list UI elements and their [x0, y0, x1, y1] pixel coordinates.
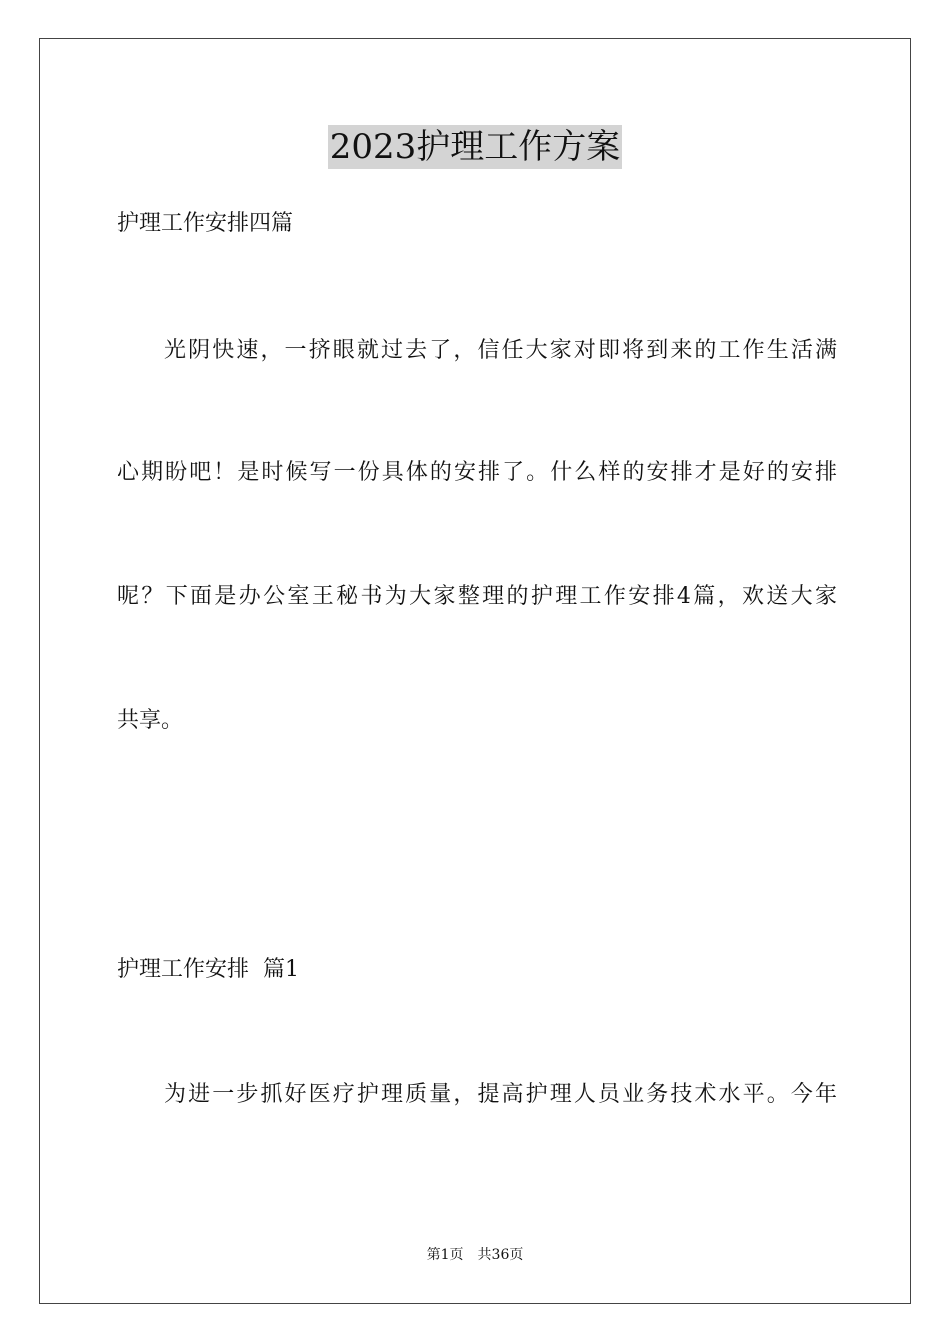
- intro-line-2: 心期盼吧！是时候写一份具体的安排了。什么样的安排才是好的安排: [117, 460, 837, 485]
- intro-line-4: 共享。: [117, 708, 184, 733]
- document-title: 2023护理工作方案: [329, 127, 621, 167]
- section-heading: 护理工作安排 篇1: [117, 957, 299, 982]
- intro-line-3: 呢？下面是办公室王秘书为大家整理的护理工作安排4篇，欢送大家: [117, 584, 837, 609]
- page-number-total: 共36页: [477, 1247, 524, 1263]
- document-subtitle: 护理工作安排四篇: [117, 211, 294, 236]
- page-footer: [0, 1245, 950, 1265]
- document-title-wrapper: [0, 125, 950, 169]
- section-paragraph-line-1: 为进一步抓好医疗护理质量，提高护理人员业务技术水平。今年: [164, 1082, 837, 1107]
- intro-line-1: 光阴快速，一挤眼就过去了，信任大家对即将到来的工作生活满: [164, 338, 837, 363]
- page-number-current: 第1页: [426, 1247, 464, 1263]
